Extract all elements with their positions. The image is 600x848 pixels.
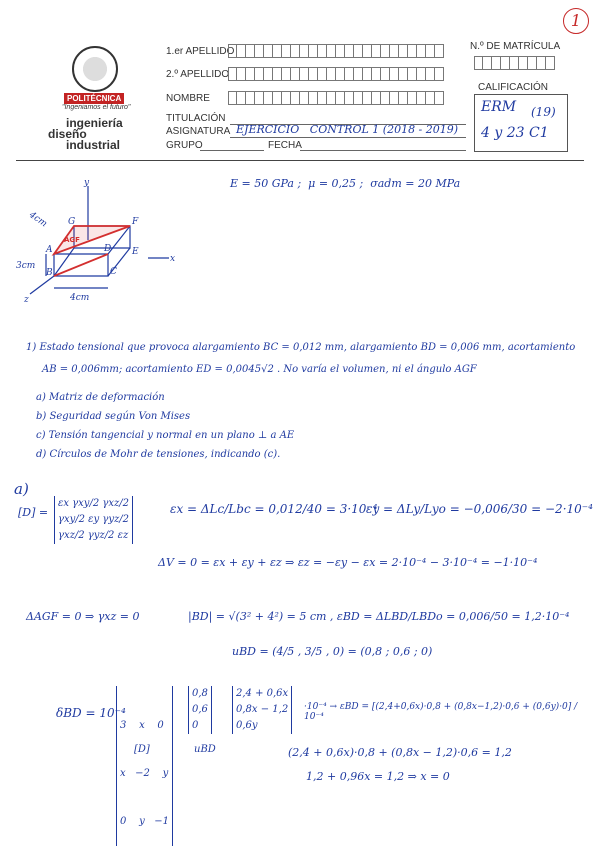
asignatura-value: EJERCICIO CONTROL 1 (2018 - 2019) [236, 123, 459, 136]
nombre-label: NOMBRE [166, 93, 210, 104]
point-c: C [110, 267, 117, 277]
grupo-label: GRUPO [166, 140, 203, 151]
fecha-line [300, 150, 466, 151]
matrix-d [116, 686, 173, 846]
grupo-line [200, 150, 264, 151]
point-g: G [68, 217, 76, 227]
bd-eq: |BD| = √(3² + 4²) = 5 cm , εBD = ΔLBD/LBDo = 0,006/50 = 1,2·10⁻⁴ [188, 610, 570, 623]
calificacion-value-num: (19) [531, 105, 556, 119]
point-d: D [104, 244, 112, 254]
point-a: A [46, 245, 53, 255]
statement-line-1: 1) Estado tensional que provoca alargamiento BC = 0,012 mm, alargamiento BD = 0,006 mm, acortamiento [26, 342, 576, 353]
z-axis [30, 276, 54, 294]
dim-height-label: 3cm [16, 261, 36, 271]
axis-x-label: x [170, 254, 176, 264]
agf-eq: ΔAGF = 0 ⇒ γxz = 0 [26, 610, 140, 623]
prism-figure [14, 176, 184, 314]
axis-y-label: y [84, 178, 90, 188]
point-e: E [132, 247, 139, 257]
page-number: 1 [563, 8, 589, 34]
result-vector-row: 0,8x − 1,2 [236, 704, 289, 715]
eps-bd-expression: ·10⁻⁴ → εBD = [(2,4+0,6x)·0,8 + (0,8x−1,2)·0,6 + (0,6y)·0] / 10⁻⁴ [304, 702, 578, 722]
dim-width-label: 4cm [70, 293, 90, 303]
strain-matrix [54, 496, 133, 544]
school-logo-line2: diseño [48, 127, 87, 141]
under-u-label: uBD [194, 744, 216, 755]
asignatura-label: ASIGNATURA [166, 126, 231, 137]
nombre-field[interactable] [228, 91, 444, 105]
matrix-d-row: 3 x 0 [120, 720, 164, 731]
result-vector-row: 0,6y [236, 720, 258, 731]
statement-line-2: AB = 0,006mm; acortamiento ED = 0,0045√2 . No varía el volumen, ni el ángulo AGF [42, 364, 477, 375]
vector-u-bd [188, 686, 212, 734]
axis-z-label: z [24, 295, 29, 305]
apellido2-label: 2.º APELLIDO [166, 69, 230, 80]
apellido1-field[interactable] [228, 44, 444, 58]
matrix-d-row: 0 y −1 [120, 816, 170, 827]
vector-u-bd-row: 0,6 [192, 704, 208, 715]
matrix-d-row: x −2 y [120, 768, 169, 779]
asignatura-line [230, 137, 466, 138]
strain-matrix-row: γxy/2 εy γyz/2 [58, 514, 129, 525]
statement-item-a: a) Matriz de deformación [36, 392, 165, 403]
apellido1-label: 1.er APELLIDO [166, 46, 235, 57]
calificacion-box [474, 94, 568, 152]
vector-u-bd-row: 0,8 [192, 688, 208, 699]
plane-agf-label: AGF [64, 236, 80, 244]
school-logo-line3: industrial [66, 138, 121, 152]
calificacion-label: CALIFICACIÓN [478, 82, 549, 93]
strain-matrix-row: γxz/2 γyz/2 εz [58, 530, 129, 541]
vector-u-bd-row: 0 [192, 720, 199, 731]
equation-1: (2,4 + 0,6x)·0,8 + (0,8x − 1,2)·0,6 = 1,2 [288, 746, 512, 759]
statement-item-b: b) Seguridad según Von Mises [36, 411, 191, 422]
under-d-label: [D] [134, 744, 150, 755]
dim-depth-label: 4cm [27, 210, 49, 230]
calificacion-value-1: ERM [481, 99, 517, 115]
part-a-label: a) [14, 480, 29, 498]
university-seal-logo [72, 46, 118, 92]
university-motto: "Ingeniamos el futuro" [62, 104, 131, 111]
apellido2-field[interactable] [228, 67, 444, 81]
equation-2: 1,2 + 0,96x = 1,2 ⇒ x = 0 [306, 770, 450, 783]
titulacion-label: TITULACIÓN [166, 113, 226, 124]
u-bd-eq: uBD = (4/5 , 3/5 , 0) = (0,8 ; 0,6 ; 0) [232, 645, 433, 658]
delta-bd-label: δBD = 10⁻⁴ [56, 706, 126, 720]
result-vector-row: 2,4 + 0,6x [236, 688, 289, 699]
school-logo-line1: ingeniería [66, 116, 123, 130]
given-data: E = 50 GPa ; μ = 0,25 ; σadm = 20 MPa [230, 177, 461, 190]
fecha-label: FECHA [268, 140, 302, 151]
point-f: F [132, 217, 139, 227]
header-divider [16, 160, 584, 161]
eps-y-eq: εy = ΔLy/Lyo = −0,006/30 = −2·10⁻⁴ [366, 502, 593, 516]
statement-item-d: d) Círculos de Mohr de tensiones, indicando (c). [36, 449, 281, 460]
volume-eq: ΔV = 0 = εx + εy + εz ⇒ εz = −εy − εx = 2·10⁻⁴ − 3·10⁻⁴ = −1·10⁻⁴ [158, 556, 538, 569]
university-name: POLITÉCNICA [64, 93, 124, 104]
calificacion-value-2: 4 y 23 C1 [481, 125, 549, 141]
matricula-field[interactable] [474, 56, 555, 70]
matricula-label: N.º DE MATRÍCULA [470, 41, 561, 52]
school-logo [46, 118, 136, 151]
statement-item-c: c) Tensión tangencial y normal en un plano ⊥ a AE [36, 430, 295, 441]
result-vector [232, 686, 292, 734]
d-matrix-label: [D] = [18, 506, 49, 519]
point-b: B [46, 268, 53, 278]
strain-matrix-row: εx γxy/2 γxz/2 [58, 498, 129, 509]
eps-x-eq: εx = ΔLc/Lbc = 0,012/40 = 3·10⁻⁴ [170, 502, 378, 516]
